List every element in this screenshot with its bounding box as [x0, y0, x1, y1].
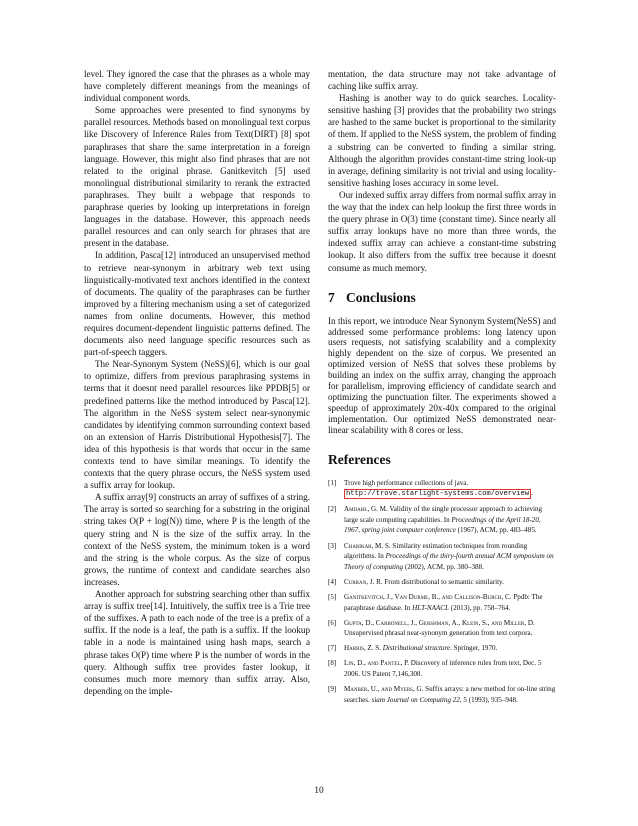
reference-number: [6]	[328, 618, 337, 627]
paragraph: level. They ignored the case that the phrases as a whole may have completely different meanings from the meanings of individual component words.	[84, 69, 310, 104]
reference-number: [7]	[328, 644, 337, 653]
reference-item	[328, 643, 556, 654]
reference-url-link[interactable]: http://trove.starlight-systems.com/overview	[346, 490, 530, 499]
paragraph: In addition, Pasca[12] introduced an unsupervised method to retrieve near-synonym in arbitrary web text using linguistically-motivated text anchors identified in the context of documents. The quality of the paraphrases can be further improved by a filtering mechanism using a set of categorized names from online documents. However, this method requires document-dependent linguistic patterns defined. The documents also need language specific resources such as part-of-speech taggers.	[84, 250, 310, 358]
reference-item	[328, 478, 556, 500]
reference-text	[344, 618, 556, 639]
reference-description: Trove high performance collections of java.	[344, 478, 469, 487]
reference-authors: Lin, D., and Pantel, P.	[344, 659, 410, 668]
reference-text	[344, 658, 556, 679]
reference-venue: HLT-NAACL	[412, 603, 449, 612]
reference-number: [8]	[328, 659, 337, 668]
section-number: 7	[328, 289, 335, 305]
reference-venue: siam Journal on Computing 22	[371, 695, 460, 704]
reference-number: [2]	[328, 505, 337, 514]
conclusions-paragraph: In this report, we introduce Near Synonym System(NeSS) and addressed some performance problems: long latency upon users requests, not satisfying scalability and a complexity highly dependent on the size of corpus. We presented an optimized version of NeSS that solves these problems by building an index on the suffix array, changing the approach for parallelism, improving efficiency of candidate search and optimizing the punctuation filter. The experiments showed a speedup of approximately 20x-40x compared to the original implementation. Our optimized NeSS demonstrated near-linear scalability with 8 cores or less.	[328, 315, 556, 435]
left-column	[84, 68, 310, 697]
right-column	[328, 68, 556, 710]
paragraph: Hashing is another way to do quick searches. Locality-sensitive hashing [3] provides that the probability two strings are hashed to the same bucket is proportional to the similarity of them. If applied to the NeSS system, the problem of finding a substring can be converted to finding a similar string. Although the algorithm provides constant-time string look-up in average, defining similarity is not trivial and using locality-sensitive hashing loses accuracy in some level.	[328, 93, 556, 188]
reference-details: (1967), ACM, pp. 483–485.	[455, 526, 537, 535]
reference-authors: Ganitkevitch, J., Van Durme, B., and Callison-Burch, C.	[344, 592, 512, 601]
reference-text	[344, 541, 556, 573]
reference-item	[328, 541, 556, 573]
paragraph: Another approach for substring searching other than suffix array is suffix tree[14]. Intuitively, the suffix tree is a Trie tree of the suffixes. A path to each node of the tree is a prefix of a suffix. If the node is a leaf, the path is a suffix. If the lookup table in a node is maintained using hash maps, search a phrase takes O(P) time where P is the number of words in the query. Although suffix tree provides faster lookup, it consumes much more memory than suffix array. Also, depending on the imple-	[84, 589, 310, 696]
reference-text	[344, 643, 556, 654]
reference-item	[328, 618, 556, 639]
reference-item	[328, 658, 556, 679]
reference-venue: Proceedings of the April 18-20, 1967, spring joint computer conference	[344, 515, 541, 535]
reference-description: Similarity estimation techniques from rounding algorithms. In	[344, 541, 528, 561]
reference-number: [4]	[328, 577, 337, 586]
reference-authors: Manber, U., and Myers, G.	[344, 685, 424, 694]
reference-authors: Amdahl, G. M.	[344, 505, 388, 514]
section-heading	[328, 290, 556, 306]
reference-description: Suffix arrays: a new method for on-line string searches.	[344, 685, 556, 704]
reference-item	[328, 684, 556, 705]
paragraph: A suffix array[9] constructs an array of suffixes of a string. The array is sorted so searching for a substring in the original string takes O(P + log(N)) time, where P is the length of the query string and N is the size of the suffix array. In the context of the NeSS system, the minimum token is a word and the string is the whole corpus. As the size of corpus grows, the runtime of context and candidate searches also increases.	[84, 492, 310, 587]
reference-description: From distributional to semantic similarity.	[382, 577, 504, 586]
reference-details: Springer, 1970.	[451, 644, 498, 653]
reference-details: .	[531, 489, 533, 498]
reference-venue: Distributional structure.	[382, 644, 452, 653]
references-heading: References	[328, 451, 391, 467]
reference-authors: Charikar, M. S.	[344, 541, 391, 550]
reference-list	[328, 478, 556, 706]
paragraph: The Near-Synonym System (NeSS)[6], which is our goal to optimize, differs from previous paraphrasing systems in terms that it doesnt need parallel resources like PPDB[5] or predefined patterns like the method introduced by Pasca[12]. The algorithm in the NeSS system select near-synonymic candidates by identifying common surrounding context based on an extension of Harris Distributional Hypothesis[7]. The idea of this hypothesis is that words that occur in the same contexts tend to have similar meanings. To identify the contexts that the query phrase occurs, the NeSS system used a suffix array for lookup.	[84, 359, 310, 491]
reference-number: [1]	[328, 478, 337, 487]
reference-text	[344, 504, 556, 536]
reference-number: [3]	[328, 541, 337, 550]
reference-description: Unsupervised phrasal near-synonym generation from text corpora.	[344, 629, 533, 638]
reference-details: , 5 (1993), 935–948.	[459, 695, 518, 704]
reference-details: (2013), pp. 758–764.	[448, 603, 511, 612]
reference-item	[328, 577, 556, 588]
reference-text	[344, 478, 556, 500]
reference-description: Ppdb: The paraphrase database. In	[344, 592, 543, 612]
reference-text	[344, 592, 556, 613]
reference-item	[328, 592, 556, 613]
reference-authors: Gupta, D., Carbonell, J., Gershman, A., Klein, S., and Miller, D.	[344, 618, 535, 627]
paragraph: Some approaches were presented to find synonyms by parallel resources. Methods based on monolingual text corpus like Discovery of Inference Rules from Text(DIRT) [8] spot paraphrases that share the same interpretation in a foreign language. However, this might also find phrases that are not related to the original phrase. Ganitkevitch [5] used monolingual distributional similarity to rerank the extracted paraphrases. They built a webpage that responds to paraphrase queries by looking up interpretations in foreign languages in the database. However, this approach needs parallel resources and can only search for phrases that are present in the database.	[84, 105, 310, 249]
section-title: Conclusions	[346, 289, 416, 305]
reference-description: Validity of the single processor approach to achieving large scale computing capabilities. In	[344, 505, 543, 524]
reference-description: Discovery of inference rules from text, Dec. 5 2006. US Patent 7,146,308.	[344, 659, 542, 678]
reference-number: [9]	[328, 685, 337, 694]
reference-number: [5]	[328, 592, 337, 601]
reference-authors: Harris, Z. S.	[344, 644, 381, 653]
paragraph: mentation, the data structure may not take advantage of caching like suffix array.	[328, 69, 556, 92]
reference-text	[344, 684, 556, 705]
reference-text	[344, 577, 556, 588]
reference-venue: Proceedings of the thiry-fourth annual ACM symposium on Theory of computing	[344, 552, 554, 571]
page-number: 10	[314, 786, 324, 796]
reference-authors: Curran, J. R.	[344, 577, 383, 586]
reference-item	[328, 504, 556, 536]
paragraph: Our indexed suffix array differs from normal suffix array in the way that the index can help lookup the first three words in the query phrase in O(3) time (constant time). Since nearly all suffix array lookups have no more than three words, the indexed suffix array can achieve a constant-time substring lookup. It also differs from the suffix tree because it doesnt consume as much memory.	[328, 189, 556, 273]
reference-details: (2002), ACM, pp. 380–388.	[403, 562, 484, 571]
